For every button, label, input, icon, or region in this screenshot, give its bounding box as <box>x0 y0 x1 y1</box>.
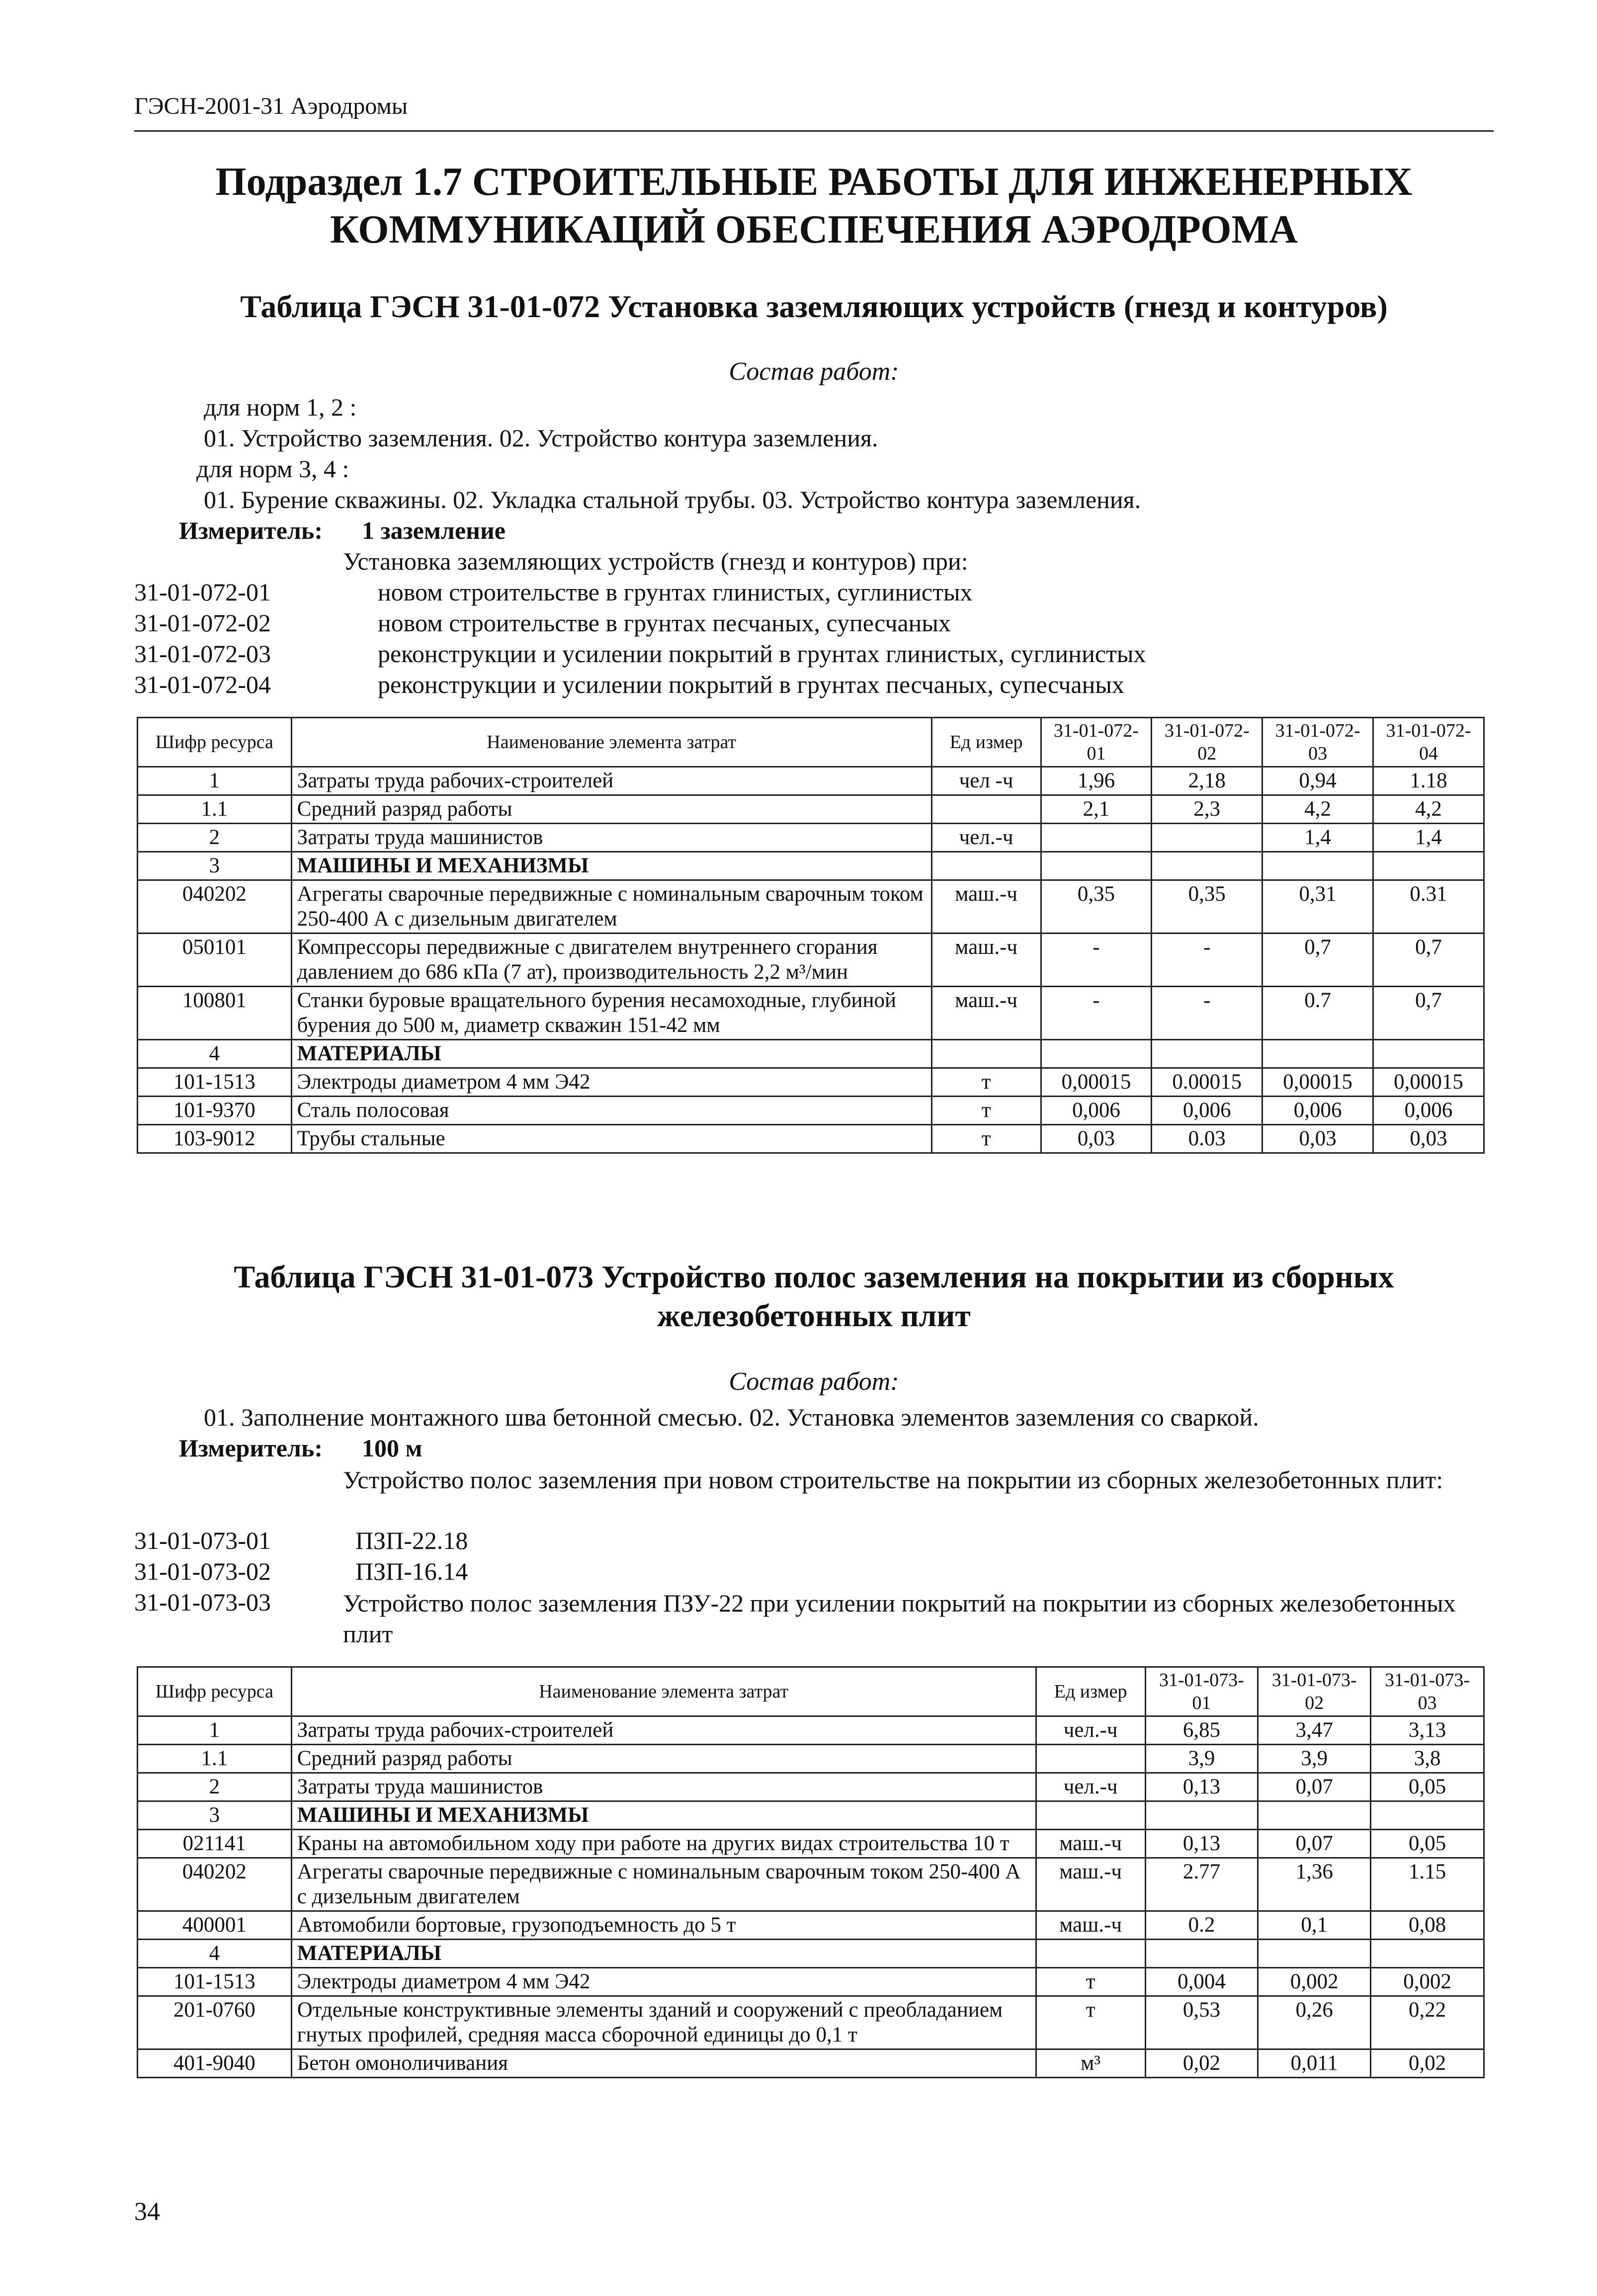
table-row <box>138 2049 1484 2078</box>
cell-value: 3,47 <box>1258 1716 1371 1745</box>
cell-unit: маш.-ч <box>931 880 1041 934</box>
cell-value <box>1145 1940 1258 1968</box>
cell-value: 3,8 <box>1371 1745 1484 1773</box>
table-row <box>138 934 1484 987</box>
norm-code: 31-01-073-02 <box>134 1557 271 1585</box>
cell-value: 1,4 <box>1262 824 1373 852</box>
cell-name: Автомобили бортовые, грузоподъемность до 5 т <box>291 1911 1036 1940</box>
cell-value <box>1041 824 1152 852</box>
cell-unit: чел.-ч <box>931 824 1041 852</box>
cell-code: 4 <box>138 1940 292 1968</box>
norm-code: 31-01-073-03 <box>134 1588 271 1616</box>
table-row <box>138 880 1484 934</box>
cell-unit: маш.-ч <box>1036 1830 1145 1858</box>
cell-code: 3 <box>138 1801 292 1830</box>
cell-value: 0,002 <box>1258 1968 1371 1996</box>
cell-code: 050101 <box>138 934 292 987</box>
col-header-unit: Ед измер <box>1036 1667 1145 1716</box>
table-row <box>138 1830 1484 1858</box>
cell-name: Отдельные конструктивные элементы зданий и сооружений с преобладанием гнутых профилей, средняя масса сборочной единицы до 0,1 т <box>291 1996 1036 2049</box>
table-072-intro: Установка заземляющих устройств (гнезд и контуров) при: <box>343 547 968 575</box>
cell-value: 0,13 <box>1145 1773 1258 1801</box>
cell-value <box>1258 1801 1371 1830</box>
table-072-meter-label: Измеритель: <box>179 516 323 544</box>
table-row <box>138 824 1484 852</box>
col-header-norm: 31-01-073-03 <box>1371 1667 1484 1716</box>
cell-value <box>1152 1040 1262 1068</box>
cell-name: Электроды диаметром 4 мм Э42 <box>291 1968 1036 1996</box>
cell-value: 0.00015 <box>1152 1068 1262 1097</box>
cell-value: 4,2 <box>1262 795 1373 824</box>
cell-code: 100801 <box>138 987 292 1040</box>
cell-value: 0,1 <box>1258 1911 1371 1940</box>
cell-unit: маш.-ч <box>931 934 1041 987</box>
cell-value: 0,011 <box>1258 2049 1371 2078</box>
norm-text: новом строительстве в грунтах глинистых, суглинистых <box>378 578 973 606</box>
cell-value: 0,006 <box>1262 1097 1373 1125</box>
cell-value: 0,05 <box>1371 1773 1484 1801</box>
cell-value <box>1371 1801 1484 1830</box>
col-header-norm: 31-01-072-01 <box>1041 718 1152 767</box>
cell-value: 2.77 <box>1145 1858 1258 1911</box>
cell-value <box>1152 824 1262 852</box>
cell-name: Затраты труда машинистов <box>291 824 931 852</box>
cell-unit: маш.-ч <box>931 987 1041 1040</box>
table-row <box>138 1996 1484 2049</box>
cell-name: Бетон омоноличивания <box>291 2049 1036 2078</box>
cell-code: 2 <box>138 824 292 852</box>
cell-value: 0.7 <box>1262 987 1373 1040</box>
table-body <box>138 767 1484 1153</box>
table-section-row <box>138 852 1484 880</box>
cell-unit: чел.-ч <box>1036 1716 1145 1745</box>
table-row <box>138 987 1484 1040</box>
cell-value <box>1041 1040 1152 1068</box>
col-header-norm: 31-01-073-02 <box>1258 1667 1371 1716</box>
cell-value: 0.03 <box>1152 1125 1262 1153</box>
cell-code: 3 <box>138 852 292 880</box>
table-row <box>138 1716 1484 1745</box>
cell-unit: чел -ч <box>931 767 1041 795</box>
table-row <box>138 1773 1484 1801</box>
cell-value: 0,7 <box>1373 934 1484 987</box>
cell-code: 400001 <box>138 1911 292 1940</box>
cell-value <box>1258 1940 1371 1968</box>
cell-value: 0,35 <box>1041 880 1152 934</box>
cell-value: 0,03 <box>1373 1125 1484 1153</box>
cell-value: 1,96 <box>1041 767 1152 795</box>
table-row <box>138 1858 1484 1911</box>
cell-code: 021141 <box>138 1830 292 1858</box>
cell-value: 0,002 <box>1371 1968 1484 1996</box>
cell-value: 0,03 <box>1262 1125 1373 1153</box>
norm-text: новом строительстве в грунтах песчаных, супесчаных <box>378 609 951 637</box>
cell-name: МАШИНЫ И МЕХАНИЗМЫ <box>291 852 931 880</box>
cell-code: 1 <box>138 1716 292 1745</box>
cell-value <box>1262 1040 1373 1068</box>
cell-code: 101-1513 <box>138 1968 292 1996</box>
cell-code: 040202 <box>138 880 292 934</box>
table-header-row <box>138 718 1484 767</box>
cell-value: 0,00015 <box>1041 1068 1152 1097</box>
norm-code: 31-01-072-04 <box>134 671 271 698</box>
subsection-title: Подраздел 1.7 СТРОИТЕЛЬНЫЕ РАБОТЫ ДЛЯ ИНЖЕНЕРНЫХ КОММУНИКАЦИЙ ОБЕСПЕЧЕНИЯ АЭРОДРОМА <box>215 160 1413 252</box>
table-072-title: Таблица ГЭСН 31-01-072 Установка заземляющих устройств (гнезд и контуров) <box>240 289 1388 324</box>
cell-code: 103-9012 <box>138 1125 292 1153</box>
cell-code: 2 <box>138 1773 292 1801</box>
resource-table-072 <box>137 717 1485 1154</box>
cell-value: - <box>1152 987 1262 1040</box>
cell-value: - <box>1041 934 1152 987</box>
cell-value <box>1041 852 1152 880</box>
table-072-norm-b: для норм 3, 4 : <box>196 455 349 483</box>
cell-value: 1,36 <box>1258 1858 1371 1911</box>
cell-value: 1,4 <box>1373 824 1484 852</box>
running-header: ГЭСН-2001-31 Аэродромы <box>134 93 408 119</box>
cell-unit: маш.-ч <box>1036 1911 1145 1940</box>
table-072-sostav-label: Состав работ: <box>729 357 899 386</box>
cell-value: 0.2 <box>1145 1911 1258 1940</box>
col-header-unit: Ед измер <box>931 718 1041 767</box>
table-section-row <box>138 1040 1484 1068</box>
col-header-norm: 31-01-073-01 <box>1145 1667 1258 1716</box>
cell-code: 1.1 <box>138 795 292 824</box>
cell-value <box>1262 852 1373 880</box>
cell-name: Краны на автомобильном ходу при работе на других видах строительства 10 т <box>291 1830 1036 1858</box>
cell-value: 0,13 <box>1145 1830 1258 1858</box>
cell-name: Сталь полосовая <box>291 1097 931 1125</box>
cell-value: 0,03 <box>1041 1125 1152 1153</box>
norm-code: 31-01-072-01 <box>134 578 271 606</box>
cell-code: 040202 <box>138 1858 292 1911</box>
cell-code: 1 <box>138 767 292 795</box>
table-073-intro: Устройство полос заземления при новом строительстве на покрытии из сборных железобетонных плит: <box>343 1466 1443 1494</box>
cell-value: 0,7 <box>1262 934 1373 987</box>
cell-unit <box>931 795 1041 824</box>
col-header-norm: 31-01-072-02 <box>1152 718 1262 767</box>
cell-value: 3,9 <box>1145 1745 1258 1773</box>
page-number: 34 <box>134 2198 160 2226</box>
cell-value <box>1152 852 1262 880</box>
cell-unit <box>1036 1940 1145 1968</box>
table-row <box>138 795 1484 824</box>
col-header-code: Шифр ресурса <box>138 718 292 767</box>
table-073-work: 01. Заполнение монтажного шва бетонной смесью. 02. Установка элементов заземления со сваркой. <box>204 1403 1259 1431</box>
col-header-norm: 31-01-072-03 <box>1262 718 1373 767</box>
cell-value: 2,3 <box>1152 795 1262 824</box>
table-body <box>138 1716 1484 2078</box>
table-section-row <box>138 1940 1484 1968</box>
cell-value: 0,02 <box>1371 2049 1484 2078</box>
cell-unit: т <box>1036 1968 1145 1996</box>
table-row <box>138 1125 1484 1153</box>
table-073-meter-value: 100 м <box>362 1434 422 1462</box>
cell-unit <box>1036 1801 1145 1830</box>
cell-value: 0,07 <box>1258 1830 1371 1858</box>
cell-code: 401-9040 <box>138 2049 292 2078</box>
cell-unit: маш.-ч <box>1036 1858 1145 1911</box>
norm-text: реконструкции и усилении покрытий в грунтах глинистых, суглинистых <box>378 640 1146 668</box>
cell-value: 0,006 <box>1373 1097 1484 1125</box>
cell-code: 101-1513 <box>138 1068 292 1097</box>
table-row <box>138 767 1484 795</box>
cell-value: 0,02 <box>1145 2049 1258 2078</box>
cell-name: Затраты труда машинистов <box>291 1773 1036 1801</box>
cell-value: 0,006 <box>1041 1097 1152 1125</box>
cell-value <box>1373 1040 1484 1068</box>
cell-unit: т <box>1036 1996 1145 2049</box>
col-header-norm: 31-01-072-04 <box>1373 718 1484 767</box>
cell-value: 0,31 <box>1262 880 1373 934</box>
table-072-work-b: 01. Бурение скважины. 02. Укладка стальной трубы. 03. Устройство контура заземления. <box>204 486 1141 513</box>
cell-value: 1.18 <box>1373 767 1484 795</box>
table-row <box>138 1097 1484 1125</box>
table-073-title: Таблица ГЭСН 31-01-073 Устройство полос заземления на покрытии из сборных железобетонных плит <box>234 1259 1394 1333</box>
norm-text: ПЗП-22.18 <box>355 1527 468 1554</box>
col-header-code: Шифр ресурса <box>138 1667 292 1716</box>
cell-name: Станки буровые вращательного бурения несамоходные, глубиной бурения до 500 м, диаметр скважин 151-42 мм <box>291 987 931 1040</box>
cell-value: 0,35 <box>1152 880 1262 934</box>
norm-code: 31-01-073-01 <box>134 1527 271 1554</box>
cell-value: 6,85 <box>1145 1716 1258 1745</box>
table-header-row <box>138 1667 1484 1716</box>
cell-code: 1.1 <box>138 1745 292 1773</box>
cell-name: Трубы стальные <box>291 1125 931 1153</box>
cell-name: Агрегаты сварочные передвижные с номинальным сварочным током 250-400 А с дизельным двигателем <box>291 1858 1036 1911</box>
cell-value <box>1373 852 1484 880</box>
cell-value: - <box>1041 987 1152 1040</box>
norm-code: 31-01-072-02 <box>134 609 271 637</box>
table-072-norm-a: для норм 1, 2 : <box>204 393 357 421</box>
cell-value: 1.15 <box>1371 1858 1484 1911</box>
cell-name: Средний разряд работы <box>291 1745 1036 1773</box>
cell-value: 2,18 <box>1152 767 1262 795</box>
cell-value: 0,07 <box>1258 1773 1371 1801</box>
cell-value: 0,004 <box>1145 1968 1258 1996</box>
cell-name: МАШИНЫ И МЕХАНИЗМЫ <box>291 1801 1036 1830</box>
norm-text: ПЗП-16.14 <box>355 1557 468 1585</box>
cell-unit: т <box>931 1097 1041 1125</box>
cell-value: 0,006 <box>1152 1097 1262 1125</box>
cell-code: 201-0760 <box>138 1996 292 2049</box>
cell-value: 0,26 <box>1258 1996 1371 2049</box>
col-header-name: Наименование элемента затрат <box>291 1667 1036 1716</box>
cell-value: 0,94 <box>1262 767 1373 795</box>
table-row <box>138 1068 1484 1097</box>
table-073-meter-label: Измеритель: <box>179 1434 323 1462</box>
cell-name: Средний разряд работы <box>291 795 931 824</box>
col-header-name: Наименование элемента затрат <box>291 718 931 767</box>
cell-name: МАТЕРИАЛЫ <box>291 1040 931 1068</box>
cell-name: Электроды диаметром 4 мм Э42 <box>291 1068 931 1097</box>
norm-text: Устройство полос заземления ПЗУ-22 при усилении покрытий на покрытии из сборных железобетонных плит <box>343 1589 1456 1648</box>
header-rule <box>134 130 1494 132</box>
cell-value: 2,1 <box>1041 795 1152 824</box>
cell-value: 0,00015 <box>1262 1068 1373 1097</box>
cell-value: 3,13 <box>1371 1716 1484 1745</box>
cell-value: 4,2 <box>1373 795 1484 824</box>
resource-table-073 <box>137 1666 1485 2078</box>
cell-value: 0,22 <box>1371 1996 1484 2049</box>
cell-unit: т <box>931 1068 1041 1097</box>
cell-value <box>1145 1801 1258 1830</box>
table-row <box>138 1968 1484 1996</box>
table-072-work-a: 01. Устройство заземления. 02. Устройство контура заземления. <box>204 424 878 452</box>
cell-unit <box>1036 1745 1145 1773</box>
norm-code: 31-01-072-03 <box>134 640 271 668</box>
table-072-meter-value: 1 заземление <box>362 516 505 544</box>
cell-code: 101-9370 <box>138 1097 292 1125</box>
table-row <box>138 1745 1484 1773</box>
cell-value: 0,05 <box>1371 1830 1484 1858</box>
norm-text: реконструкции и усилении покрытий в грунтах песчаных, супесчаных <box>378 671 1124 698</box>
cell-value: 0,7 <box>1373 987 1484 1040</box>
cell-value: 0,00015 <box>1373 1068 1484 1097</box>
cell-name: Компрессоры передвижные с двигателем внутреннего сгорания давлением до 686 кПа (7 ат), производительность 2,2 м³/мин <box>291 934 931 987</box>
cell-name: Агрегаты сварочные передвижные с номинальным сварочным током 250-400 А с дизельным двигателем <box>291 880 931 934</box>
cell-value: 0.31 <box>1373 880 1484 934</box>
cell-unit: чел.-ч <box>1036 1773 1145 1801</box>
table-row <box>138 1911 1484 1940</box>
cell-unit: т <box>931 1125 1041 1153</box>
table-section-row <box>138 1801 1484 1830</box>
cell-value: 0,53 <box>1145 1996 1258 2049</box>
cell-name: Затраты труда рабочих-строителей <box>291 1716 1036 1745</box>
cell-value: 3,9 <box>1258 1745 1371 1773</box>
cell-unit <box>931 852 1041 880</box>
cell-code: 4 <box>138 1040 292 1068</box>
cell-name: МАТЕРИАЛЫ <box>291 1940 1036 1968</box>
cell-value <box>1371 1940 1484 1968</box>
cell-value: 0,08 <box>1371 1911 1484 1940</box>
cell-unit <box>931 1040 1041 1068</box>
cell-value: - <box>1152 934 1262 987</box>
table-073-sostav-label: Состав работ: <box>729 1367 899 1396</box>
cell-unit: м³ <box>1036 2049 1145 2078</box>
cell-name: Затраты труда рабочих-строителей <box>291 767 931 795</box>
